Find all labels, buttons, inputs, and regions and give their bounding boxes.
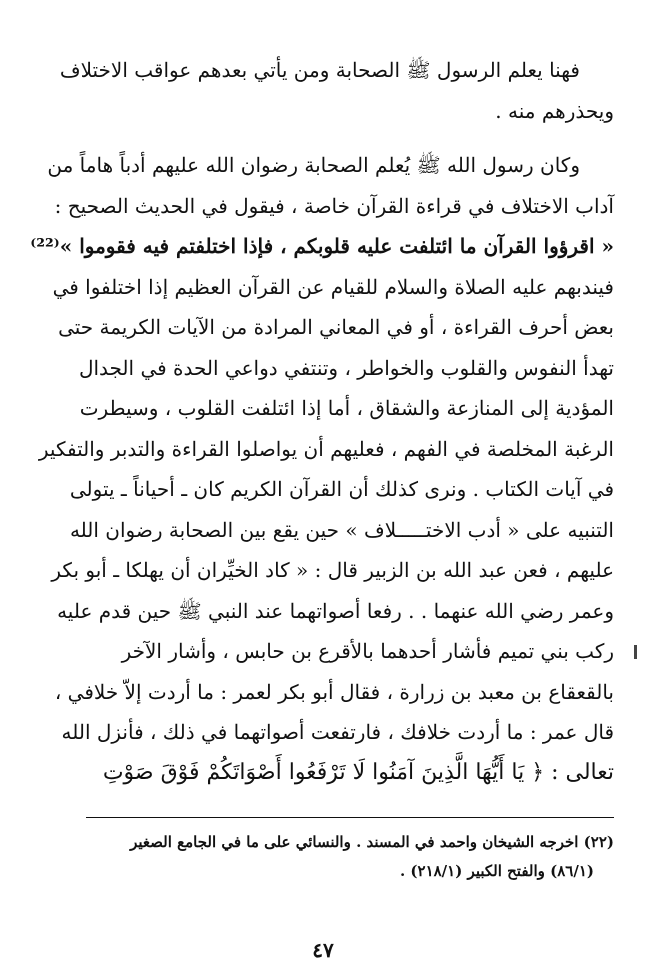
main-text bbox=[30, 50, 614, 793]
text-line-10: الرغبة المخلصة في الفهم ، فعليهم أن يواصلوا القراءة والتدبر والتفكير bbox=[38, 436, 614, 461]
text-line-8: تهدأ النفوس والقلوب والخواطر ، وتنتفي دواعي الحدة في الجدال bbox=[78, 355, 614, 380]
text-line-2: ويحذرهم منه . bbox=[495, 98, 614, 123]
text-line-1: فهنا يعلم الرسول ﷺ الصحابة ومن يأتي بعدهم عواقب الاختلاف bbox=[59, 58, 580, 82]
text-line-7: بعض أحرف القراءة ، أو في المعاني المرادة من الآيات الكريمة حتى bbox=[58, 315, 614, 339]
footnote-line-2: (٨٦/١) والفتح الكبير (٢١٨/١) . bbox=[399, 862, 594, 880]
margin-mark bbox=[634, 645, 637, 659]
hadith-quote-line: « اقرؤوا القرآن ما ائتلفت عليه قلوبكم ، فإذا اختلفتم فيه فقوموا »⁽²²⁾ bbox=[30, 234, 614, 258]
text-line-16: بالقعقاع بن معبد بن زرارة ، فقال أبو بكر لعمر : ما أردت إلاّ خلافي ، bbox=[54, 679, 614, 704]
text-line-12: التنبيه على « أدب الاختـــــلاف » حين يقع بين الصحابة رضوان الله bbox=[69, 517, 614, 542]
footnote-line-1: (٢٢) اخرجه الشيخان واحمد في المسند . والنسائي على ما في الجامع الصغير bbox=[130, 833, 614, 851]
text-line-3: وكان رسول الله ﷺ يُعلم الصحابة رضوان الله عليهم أدباً هاماً من bbox=[47, 153, 580, 177]
quran-verse-line: تعالى : ﴿ يَا أَيُّهَا الَّذِينَ آمَنُوا لَا تَرْفَعُوا أَصْوَاتَكُمْ فَوْقَ صَوْتِ bbox=[102, 759, 614, 785]
page-number: ٤٧ bbox=[312, 938, 334, 962]
text-line-14: وعمر رضي الله عنهما . . رفعا أصواتهما عند النبي ﷺ حين قدم عليه bbox=[57, 598, 614, 623]
text-line-15: ركب بني تميم فأشار أحدهما بالأقرع بن حابس ، وأشار الآخر bbox=[121, 639, 614, 663]
text-line-9: المؤدية إلى المنازعة والشقاق ، أما إذا ائتلفت القلوب ، وسيطرت bbox=[79, 396, 614, 420]
text-line-17: قال عمر : ما أردت خلافك ، فارتفعت أصواتهما في ذلك ، فأنزل الله bbox=[61, 720, 614, 744]
footnote-separator bbox=[86, 817, 614, 818]
text-line-11: في آيات الكتاب . ونرى كذلك أن القرآن الكريم كان ـ أحياناً ـ يتولى bbox=[69, 477, 614, 501]
paragraph-gap bbox=[86, 131, 614, 145]
text-line-4: آداب الاختلاف في قراءة القرآن خاصة ، فيقول في الحديث الصحيح : bbox=[54, 193, 614, 218]
text-line-13: عليهم ، فعن عبد الله بن الزبير قال : « كاد الخيِّران أن يهلكا ـ أبو بكر bbox=[51, 558, 614, 582]
footnotes bbox=[86, 828, 614, 886]
text-line-6: فيندبهم عليه الصلاة والسلام للقيام عن القرآن العظيم إذا اختلفوا في bbox=[52, 274, 614, 299]
